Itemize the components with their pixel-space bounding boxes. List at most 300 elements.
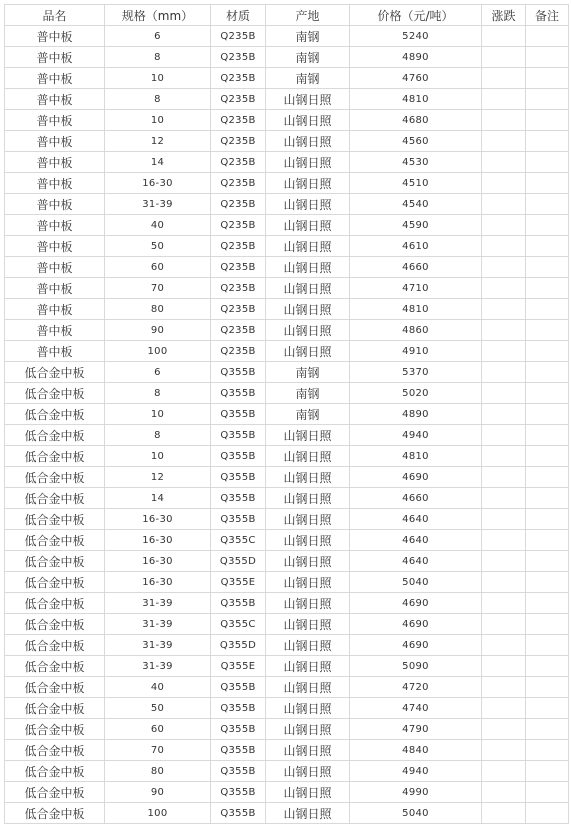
cell-origin: 山钢日照: [266, 194, 350, 215]
cell-origin: 山钢日照: [266, 89, 350, 110]
cell-product-name: 低合金中板: [5, 719, 105, 740]
cell-change: [482, 89, 526, 110]
cell-note: [526, 593, 569, 614]
cell-material: Q355B: [211, 488, 266, 509]
cell-price: 5240: [350, 26, 482, 47]
cell-note: [526, 383, 569, 404]
table-row: [5, 509, 569, 530]
header-origin: 产地: [266, 5, 350, 26]
cell-price: 4690: [350, 467, 482, 488]
table-row: [5, 110, 569, 131]
cell-origin: 山钢日照: [266, 215, 350, 236]
cell-note: [526, 320, 569, 341]
cell-material: Q355D: [211, 635, 266, 656]
cell-change: [482, 530, 526, 551]
cell-price: 4840: [350, 740, 482, 761]
cell-price: 4640: [350, 551, 482, 572]
cell-origin: 山钢日照: [266, 131, 350, 152]
cell-product-name: 普中板: [5, 278, 105, 299]
cell-price: 4720: [350, 677, 482, 698]
cell-spec: 6: [105, 26, 211, 47]
cell-spec: 6: [105, 362, 211, 383]
cell-product-name: 普中板: [5, 68, 105, 89]
cell-product-name: 低合金中板: [5, 782, 105, 803]
cell-material: Q235B: [211, 257, 266, 278]
cell-note: [526, 761, 569, 782]
cell-price: 4690: [350, 635, 482, 656]
cell-change: [482, 446, 526, 467]
cell-price: 4860: [350, 320, 482, 341]
cell-spec: 100: [105, 803, 211, 824]
cell-origin: 山钢日照: [266, 467, 350, 488]
cell-price: 4810: [350, 299, 482, 320]
cell-origin: 山钢日照: [266, 530, 350, 551]
cell-product-name: 普中板: [5, 110, 105, 131]
cell-spec: 80: [105, 761, 211, 782]
cell-product-name: 低合金中板: [5, 803, 105, 824]
table-row: [5, 257, 569, 278]
cell-price: 4690: [350, 614, 482, 635]
table-row: [5, 677, 569, 698]
table-row: [5, 299, 569, 320]
header-price: 价格（元/吨）: [350, 5, 482, 26]
cell-note: [526, 194, 569, 215]
cell-origin: 南钢: [266, 383, 350, 404]
cell-spec: 14: [105, 488, 211, 509]
cell-material: Q355B: [211, 362, 266, 383]
cell-material: Q235B: [211, 194, 266, 215]
cell-note: [526, 257, 569, 278]
cell-change: [482, 299, 526, 320]
cell-material: Q355B: [211, 761, 266, 782]
cell-change: [482, 215, 526, 236]
table-row: [5, 635, 569, 656]
cell-note: [526, 425, 569, 446]
table-row: [5, 425, 569, 446]
cell-material: Q235B: [211, 320, 266, 341]
cell-price: 4690: [350, 593, 482, 614]
cell-price: 4530: [350, 152, 482, 173]
cell-price: 4760: [350, 68, 482, 89]
cell-product-name: 普中板: [5, 89, 105, 110]
cell-change: [482, 698, 526, 719]
table-row: [5, 215, 569, 236]
cell-product-name: 普中板: [5, 215, 105, 236]
cell-change: [482, 719, 526, 740]
cell-product-name: 普中板: [5, 26, 105, 47]
cell-price: 4790: [350, 719, 482, 740]
cell-origin: 山钢日照: [266, 257, 350, 278]
cell-material: Q235B: [211, 26, 266, 47]
header-spec: 规格（mm）: [105, 5, 211, 26]
cell-origin: 山钢日照: [266, 152, 350, 173]
cell-product-name: 低合金中板: [5, 467, 105, 488]
cell-price: 4660: [350, 488, 482, 509]
cell-material: Q355B: [211, 719, 266, 740]
cell-change: [482, 740, 526, 761]
cell-origin: 山钢日照: [266, 593, 350, 614]
header-note: 备注: [526, 5, 569, 26]
cell-note: [526, 110, 569, 131]
table-row: [5, 383, 569, 404]
cell-material: Q235B: [211, 152, 266, 173]
cell-spec: 50: [105, 698, 211, 719]
cell-note: [526, 509, 569, 530]
cell-material: Q235B: [211, 278, 266, 299]
cell-price: 4890: [350, 47, 482, 68]
cell-spec: 50: [105, 236, 211, 257]
cell-change: [482, 614, 526, 635]
cell-spec: 10: [105, 110, 211, 131]
cell-material: Q235B: [211, 68, 266, 89]
cell-change: [482, 761, 526, 782]
cell-note: [526, 677, 569, 698]
cell-spec: 90: [105, 320, 211, 341]
cell-change: [482, 362, 526, 383]
cell-origin: 南钢: [266, 362, 350, 383]
table-row: [5, 740, 569, 761]
cell-origin: 山钢日照: [266, 551, 350, 572]
cell-spec: 31-39: [105, 635, 211, 656]
table-row: [5, 173, 569, 194]
cell-spec: 60: [105, 719, 211, 740]
cell-material: Q355E: [211, 572, 266, 593]
table-row: [5, 467, 569, 488]
cell-material: Q235B: [211, 173, 266, 194]
cell-price: 4560: [350, 131, 482, 152]
table-row: [5, 593, 569, 614]
header-row: [5, 5, 569, 26]
cell-price: 4640: [350, 509, 482, 530]
cell-spec: 8: [105, 383, 211, 404]
cell-origin: 山钢日照: [266, 278, 350, 299]
cell-spec: 90: [105, 782, 211, 803]
cell-material: Q355B: [211, 509, 266, 530]
cell-material: Q355B: [211, 803, 266, 824]
cell-origin: 山钢日照: [266, 299, 350, 320]
table-row: [5, 194, 569, 215]
cell-origin: 山钢日照: [266, 614, 350, 635]
cell-price: 4810: [350, 446, 482, 467]
cell-material: Q235B: [211, 236, 266, 257]
cell-spec: 70: [105, 278, 211, 299]
cell-spec: 40: [105, 677, 211, 698]
cell-product-name: 低合金中板: [5, 635, 105, 656]
cell-note: [526, 236, 569, 257]
table-row: [5, 761, 569, 782]
cell-spec: 12: [105, 131, 211, 152]
cell-note: [526, 740, 569, 761]
cell-product-name: 低合金中板: [5, 572, 105, 593]
cell-price: 5370: [350, 362, 482, 383]
table-row: [5, 782, 569, 803]
cell-product-name: 低合金中板: [5, 425, 105, 446]
cell-product-name: 普中板: [5, 320, 105, 341]
cell-origin: 山钢日照: [266, 803, 350, 824]
cell-change: [482, 593, 526, 614]
cell-note: [526, 404, 569, 425]
cell-material: Q355B: [211, 593, 266, 614]
table-row: [5, 803, 569, 824]
cell-note: [526, 152, 569, 173]
cell-change: [482, 404, 526, 425]
cell-product-name: 普中板: [5, 299, 105, 320]
cell-spec: 100: [105, 341, 211, 362]
cell-material: Q355B: [211, 698, 266, 719]
cell-product-name: 低合金中板: [5, 488, 105, 509]
cell-material: Q235B: [211, 89, 266, 110]
cell-product-name: 低合金中板: [5, 593, 105, 614]
cell-change: [482, 656, 526, 677]
table-header: [5, 5, 569, 26]
cell-note: [526, 446, 569, 467]
header-product-name: 品名: [5, 5, 105, 26]
cell-note: [526, 26, 569, 47]
cell-origin: 山钢日照: [266, 341, 350, 362]
cell-price: 4910: [350, 341, 482, 362]
cell-note: [526, 173, 569, 194]
cell-origin: 山钢日照: [266, 698, 350, 719]
cell-change: [482, 320, 526, 341]
cell-product-name: 普中板: [5, 47, 105, 68]
price-table: [4, 4, 569, 824]
cell-product-name: 普中板: [5, 173, 105, 194]
cell-product-name: 低合金中板: [5, 698, 105, 719]
cell-origin: 山钢日照: [266, 236, 350, 257]
cell-origin: 山钢日照: [266, 782, 350, 803]
cell-change: [482, 236, 526, 257]
cell-note: [526, 488, 569, 509]
cell-change: [482, 278, 526, 299]
table-row: [5, 530, 569, 551]
table-row: [5, 446, 569, 467]
cell-change: [482, 257, 526, 278]
cell-origin: 山钢日照: [266, 110, 350, 131]
cell-price: 4510: [350, 173, 482, 194]
cell-origin: 山钢日照: [266, 488, 350, 509]
cell-spec: 60: [105, 257, 211, 278]
cell-note: [526, 719, 569, 740]
cell-spec: 16-30: [105, 551, 211, 572]
cell-product-name: 普中板: [5, 194, 105, 215]
cell-spec: 8: [105, 425, 211, 446]
cell-spec: 10: [105, 68, 211, 89]
cell-note: [526, 215, 569, 236]
cell-material: Q235B: [211, 215, 266, 236]
cell-spec: 14: [105, 152, 211, 173]
cell-spec: 10: [105, 446, 211, 467]
cell-product-name: 普中板: [5, 341, 105, 362]
cell-product-name: 普中板: [5, 236, 105, 257]
table-row: [5, 551, 569, 572]
cell-change: [482, 341, 526, 362]
cell-note: [526, 362, 569, 383]
cell-change: [482, 467, 526, 488]
cell-note: [526, 614, 569, 635]
cell-material: Q355C: [211, 614, 266, 635]
cell-spec: 16-30: [105, 173, 211, 194]
cell-spec: 31-39: [105, 614, 211, 635]
cell-note: [526, 530, 569, 551]
cell-change: [482, 194, 526, 215]
cell-origin: 山钢日照: [266, 761, 350, 782]
cell-note: [526, 698, 569, 719]
cell-note: [526, 656, 569, 677]
cell-origin: 南钢: [266, 47, 350, 68]
table-row: [5, 236, 569, 257]
cell-change: [482, 635, 526, 656]
cell-change: [482, 803, 526, 824]
cell-origin: 山钢日照: [266, 677, 350, 698]
cell-spec: 70: [105, 740, 211, 761]
cell-note: [526, 47, 569, 68]
cell-product-name: 普中板: [5, 152, 105, 173]
cell-origin: 山钢日照: [266, 635, 350, 656]
table-row: [5, 47, 569, 68]
cell-spec: 8: [105, 89, 211, 110]
cell-price: 5040: [350, 803, 482, 824]
cell-change: [482, 68, 526, 89]
cell-spec: 12: [105, 467, 211, 488]
table-row: [5, 89, 569, 110]
cell-price: 4740: [350, 698, 482, 719]
cell-price: 4710: [350, 278, 482, 299]
cell-price: 4610: [350, 236, 482, 257]
cell-change: [482, 677, 526, 698]
cell-product-name: 低合金中板: [5, 614, 105, 635]
cell-material: Q235B: [211, 299, 266, 320]
cell-spec: 31-39: [105, 593, 211, 614]
cell-product-name: 低合金中板: [5, 383, 105, 404]
cell-spec: 8: [105, 47, 211, 68]
cell-change: [482, 488, 526, 509]
cell-material: Q235B: [211, 131, 266, 152]
cell-note: [526, 467, 569, 488]
cell-change: [482, 152, 526, 173]
cell-product-name: 低合金中板: [5, 509, 105, 530]
cell-material: Q355B: [211, 677, 266, 698]
cell-material: Q355E: [211, 656, 266, 677]
cell-note: [526, 89, 569, 110]
cell-product-name: 低合金中板: [5, 761, 105, 782]
cell-origin: 山钢日照: [266, 425, 350, 446]
cell-price: 5040: [350, 572, 482, 593]
cell-change: [482, 572, 526, 593]
table-body: [5, 26, 569, 824]
cell-material: Q355D: [211, 551, 266, 572]
cell-change: [482, 47, 526, 68]
cell-price: 4590: [350, 215, 482, 236]
cell-change: [482, 26, 526, 47]
table-row: [5, 404, 569, 425]
cell-product-name: 低合金中板: [5, 530, 105, 551]
table-row: [5, 131, 569, 152]
cell-spec: 80: [105, 299, 211, 320]
cell-note: [526, 803, 569, 824]
table-row: [5, 278, 569, 299]
table-row: [5, 572, 569, 593]
cell-material: Q355B: [211, 425, 266, 446]
cell-note: [526, 572, 569, 593]
cell-note: [526, 341, 569, 362]
cell-price: 4540: [350, 194, 482, 215]
cell-change: [482, 509, 526, 530]
table-row: [5, 320, 569, 341]
cell-change: [482, 551, 526, 572]
cell-origin: 山钢日照: [266, 509, 350, 530]
cell-product-name: 低合金中板: [5, 446, 105, 467]
cell-origin: 南钢: [266, 404, 350, 425]
cell-spec: 31-39: [105, 194, 211, 215]
cell-change: [482, 110, 526, 131]
table-row: [5, 341, 569, 362]
cell-material: Q355B: [211, 740, 266, 761]
cell-origin: 南钢: [266, 26, 350, 47]
cell-material: Q355B: [211, 446, 266, 467]
cell-price: 4680: [350, 110, 482, 131]
cell-product-name: 低合金中板: [5, 656, 105, 677]
cell-origin: 山钢日照: [266, 446, 350, 467]
cell-note: [526, 278, 569, 299]
cell-origin: 山钢日照: [266, 656, 350, 677]
header-change: 涨跌: [482, 5, 526, 26]
cell-note: [526, 635, 569, 656]
cell-origin: 山钢日照: [266, 173, 350, 194]
cell-note: [526, 131, 569, 152]
cell-spec: 31-39: [105, 656, 211, 677]
cell-note: [526, 551, 569, 572]
table-row: [5, 656, 569, 677]
cell-origin: 山钢日照: [266, 740, 350, 761]
cell-product-name: 低合金中板: [5, 362, 105, 383]
cell-product-name: 普中板: [5, 257, 105, 278]
cell-price: 5020: [350, 383, 482, 404]
cell-price: 4660: [350, 257, 482, 278]
cell-price: 4940: [350, 425, 482, 446]
cell-price: 4940: [350, 761, 482, 782]
cell-spec: 16-30: [105, 572, 211, 593]
cell-change: [482, 131, 526, 152]
cell-product-name: 低合金中板: [5, 740, 105, 761]
cell-material: Q235B: [211, 110, 266, 131]
cell-product-name: 低合金中板: [5, 404, 105, 425]
cell-product-name: 普中板: [5, 131, 105, 152]
table-row: [5, 68, 569, 89]
table-row: [5, 488, 569, 509]
cell-origin: 山钢日照: [266, 719, 350, 740]
cell-price: 4890: [350, 404, 482, 425]
cell-change: [482, 383, 526, 404]
cell-note: [526, 782, 569, 803]
table-row: [5, 362, 569, 383]
cell-price: 4990: [350, 782, 482, 803]
table-row: [5, 614, 569, 635]
cell-material: Q355B: [211, 782, 266, 803]
cell-spec: 40: [105, 215, 211, 236]
table-row: [5, 152, 569, 173]
cell-spec: 10: [105, 404, 211, 425]
cell-change: [482, 782, 526, 803]
cell-material: Q355C: [211, 530, 266, 551]
cell-price: 5090: [350, 656, 482, 677]
header-material: 材质: [211, 5, 266, 26]
cell-spec: 16-30: [105, 509, 211, 530]
cell-price: 4640: [350, 530, 482, 551]
cell-note: [526, 68, 569, 89]
cell-spec: 16-30: [105, 530, 211, 551]
cell-material: Q355B: [211, 383, 266, 404]
cell-origin: 山钢日照: [266, 572, 350, 593]
